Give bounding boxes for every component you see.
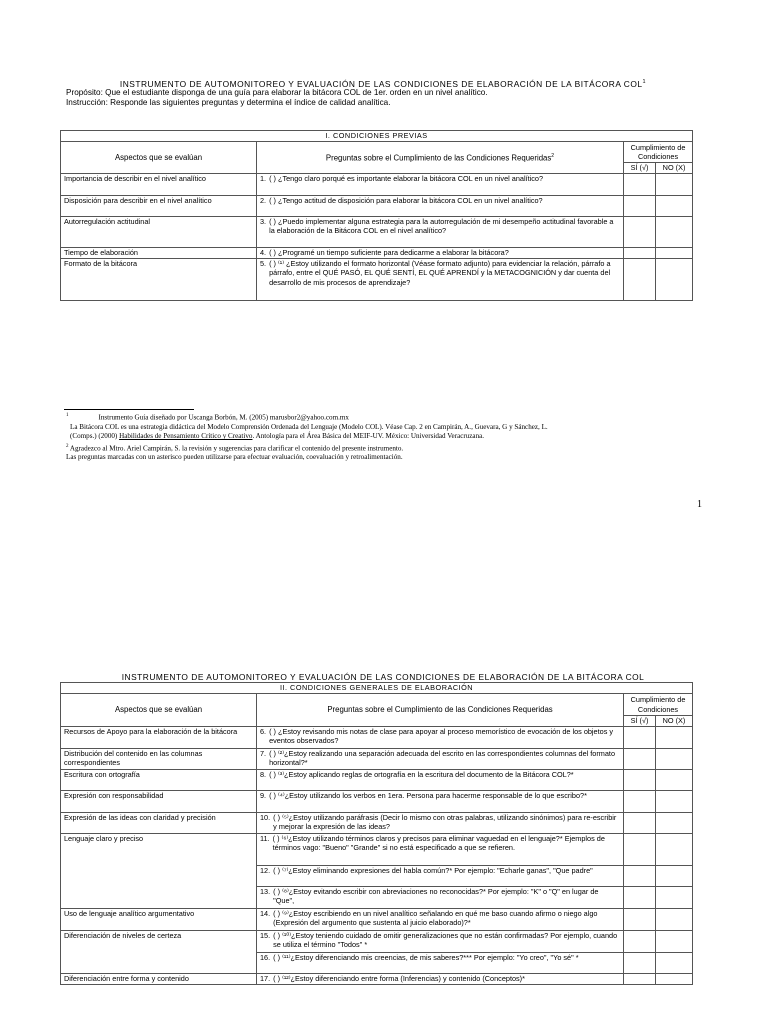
no-check-cell[interactable] [656, 909, 693, 931]
aspect-cell: Autorregulación actitudinal [61, 217, 257, 248]
footnotes [66, 411, 706, 463]
no-check-cell[interactable] [656, 259, 693, 301]
no-check-cell[interactable] [656, 727, 693, 749]
table-row [61, 791, 693, 813]
yes-check-cell[interactable] [624, 749, 656, 770]
aspect-cell: Diferenciación entre forma y contenido [61, 974, 257, 985]
no-check-cell[interactable] [656, 931, 693, 953]
questions-header: Preguntas sobre el Cumplimiento de las Condiciones Requeridas$^2$ [257, 142, 624, 174]
question-cell: 11. ( ) ⁽⁶⁾¿Estoy utilizando términos claros y precisos para eliminar vaguedad en el lenguaje?* Ejemplos de términos vago: "Bueno" "Grande" si no está especificado a que se refieren. [257, 834, 624, 866]
aspect-cell: Recursos de Apoyo para la elaboración de la bitácora [61, 727, 257, 749]
table-row [61, 217, 693, 248]
no-check-cell[interactable] [656, 770, 693, 791]
aspects-header: Aspectos que se evalúan [61, 142, 257, 174]
aspect-cell: Expresión de las ideas con claridad y precisión [61, 813, 257, 834]
compliance-header: Cumplimiento de Condiciones [624, 142, 693, 163]
question-cell: 13. ( ) ⁽⁸⁾¿Estoy evitando escribir con abreviaciones no reconocidas?* Por ejemplo: "K" o "Q" en lugar de "Que", [257, 887, 624, 909]
table-row [61, 813, 693, 834]
yes-check-cell[interactable] [624, 791, 656, 813]
aspect-cell: Disposición para describir en el nivel analítico [61, 196, 257, 217]
aspect-cell: Lenguaje claro y preciso [61, 834, 257, 909]
yes-check-cell[interactable] [624, 974, 656, 985]
questions-header: Preguntas sobre el Cumplimiento de las Condiciones Requeridas [257, 694, 624, 727]
table-row [61, 174, 693, 196]
aspect-cell: Diferenciación de niveles de certeza [61, 931, 257, 974]
question-cell: 10. ( ) ⁽⁵⁾¿Estoy utilizando paráfrasis (Decir lo mismo con otras palabras, utilizando sinónimos) para re-escribir y mejorar la expresión de las ideas? [257, 813, 624, 834]
question-cell: 7. ( ) ⁽²⁾¿Estoy realizando una separación adecuada del escrito en las correspondientes columnas del formato horizontal?* [257, 749, 624, 770]
book-title: Habilidades de Pensamiento Crítico y Creativo [119, 432, 253, 441]
aspects-header: Aspectos que se evalúan [61, 694, 257, 727]
table-row [61, 931, 693, 953]
compliance-header: Cumplimiento de Condiciones [624, 694, 693, 716]
question-cell: 3. ( ) ¿Puedo implementar alguna estrategia para la autorregulación de mi desempeño actitudinal favorable a la elaboración de la Bitácora COL en el nivel analítico? [257, 217, 624, 248]
aspect-cell: Escritura con ortografía [61, 770, 257, 791]
footnote-divider [64, 409, 194, 410]
yes-check-cell[interactable] [624, 727, 656, 749]
question-cell: 8. ( ) ⁽³⁾¿Estoy aplicando reglas de ortografía en la escritura del documento de la Bitácora COL?* [257, 770, 624, 791]
question-cell: 17. ( ) ⁽¹²⁾¿Estoy diferenciando entre forma (Inferencias) y contenido (Conceptos)* [257, 974, 624, 985]
table-row [61, 196, 693, 217]
no-check-cell[interactable] [656, 196, 693, 217]
yes-check-cell[interactable] [624, 931, 656, 953]
question-cell: 5. ( ) ⁽¹⁾ ¿Estoy utilizando el formato horizontal (Véase formato adjunto) para evidenciar la relación, párrafo a párrafo, entre el QUÉ PASÓ, EL QUÉ SENTÍ, EL QUÉ APRENDÍ y la METACOGNICIÓN y dar cuenta del desarrollo de mis procesos de aprendizaje? [257, 259, 624, 301]
table-row [61, 727, 693, 749]
no-check-cell[interactable] [656, 174, 693, 196]
no-check-cell[interactable] [656, 217, 693, 248]
yes-check-cell[interactable] [624, 866, 656, 887]
question-cell: 12. ( ) ⁽⁷⁾¿Estoy eliminando expresiones del habla común?* Por ejemplo: "Echarle ganas", "Que padre" [257, 866, 624, 887]
yes-check-cell[interactable] [624, 770, 656, 791]
no-check-cell[interactable] [656, 813, 693, 834]
no-check-cell[interactable] [656, 248, 693, 259]
yes-check-cell[interactable] [624, 196, 656, 217]
question-cell: 1. ( ) ¿Tengo claro porqué es importante elaborar la bitácora COL en un nivel analítico? [257, 174, 624, 196]
question-cell: 4. ( ) ¿Programé un tiempo suficiente para dedicarme a elaborar la bitácora? [257, 248, 624, 259]
question-cell: 6. ( ) ¿Estoy revisando mis notas de clase para apoyar al proceso memorístico de evocación de los objetos y eventos observados? [257, 727, 624, 749]
yes-check-cell[interactable] [624, 887, 656, 909]
no-header: NO (X) [656, 716, 693, 727]
yes-check-cell[interactable] [624, 834, 656, 866]
question-cell: 14. ( ) ⁽⁹⁾¿Estoy escribiendo en un nivel analítico señalando en qué me baso cuando afirmo o niego algo (Expresión del argumento que sustenta al juicio elaborado)?* [257, 909, 624, 931]
conditions-table-2 [60, 682, 693, 985]
table-row [61, 259, 693, 301]
aspect-cell: Formato de la bitácora [61, 259, 257, 301]
question-cell: 15. ( ) ⁽¹⁰⁾¿Estoy teniendo cuidado de omitir generalizaciones que no están confirmadas? Por ejemplo, cuando se utiliza el término "Todos" * [257, 931, 624, 953]
footnote-2: $^2$ Agradezco al Mtro. Ariel Campirán, S. la revisión y sugerencias para clarificar el contenido del presente instrumento. [66, 443, 404, 452]
question-cell: 2. ( ) ¿Tengo actitud de disposición para elaborar la bitácora COL en un nivel analítico? [257, 196, 624, 217]
document-title: INSTRUMENTO DE AUTOMONITOREO Y EVALUACIÓN DE LAS CONDICIONES DE ELABORACIÓN DE LA BITÁCORA COL$^1$ [119, 79, 647, 89]
table-row [61, 770, 693, 791]
purpose-text: Propósito: Que el estudiante disponga de una guía para elaborar la bitácora COL de 1er. orden en un nivel analítico. [66, 88, 488, 97]
conditions-table-1 [60, 130, 693, 301]
aspect-cell: Uso de lenguaje analítico argumentativo [61, 909, 257, 931]
instruction-text: Instrucción: Responde las siguientes preguntas y determina el índice de calidad analítica. [66, 98, 391, 107]
yes-check-cell[interactable] [624, 259, 656, 301]
yes-check-cell[interactable] [624, 174, 656, 196]
footnote-2-line-2: Las preguntas marcadas con un asterisco pueden utilizarse para efectuar evaluación, coevaluación y retroalimentación. [66, 453, 403, 462]
no-check-cell[interactable] [656, 953, 693, 974]
no-check-cell[interactable] [656, 866, 693, 887]
document-title: INSTRUMENTO DE AUTOMONITOREO Y EVALUACIÓN DE LAS CONDICIONES DE ELABORACIÓN DE LA BITÁCORA COL [121, 672, 645, 682]
section-title: II. CONDICIONES GENERALES DE ELABORACIÓN [61, 683, 693, 694]
aspect-cell: Importancia de describir en el nivel analítico [61, 174, 257, 196]
footnote-1-line-2: La Bitácora COL es una estrategia didáctica del Modelo Comprensión Ordenada del Lenguaje (Modelo COL). Véase Cap. 2 en Campirán, A., Guevara, G y Sánchez, L. [70, 422, 548, 431]
table-row [61, 909, 693, 931]
table-row [61, 749, 693, 770]
no-check-cell[interactable] [656, 749, 693, 770]
footnote-1: $^1$ Instrumento Guía diseñado por Uscanga Borbón, M. (2005) marusbor2@yahoo.com.mx [66, 413, 349, 422]
aspect-cell: Tiempo de elaboración [61, 248, 257, 259]
yes-check-cell[interactable] [624, 909, 656, 931]
yes-check-cell[interactable] [624, 953, 656, 974]
aspect-cell: Distribución del contenido en las columnas correspondientes [61, 749, 257, 770]
question-cell: 9. ( ) ⁽⁴⁾¿Estoy utilizando los verbos en 1era. Persona para hacerme responsable de lo que escribo?* [257, 791, 624, 813]
no-check-cell[interactable] [656, 887, 693, 909]
page-number: 1 [697, 499, 702, 510]
yes-check-cell[interactable] [624, 248, 656, 259]
yes-check-cell[interactable] [624, 813, 656, 834]
yes-header: SÍ (√) [624, 163, 656, 174]
no-check-cell[interactable] [656, 974, 693, 985]
table-row [61, 248, 693, 259]
table-row [61, 974, 693, 985]
no-header: NO (X) [656, 163, 693, 174]
no-check-cell[interactable] [656, 791, 693, 813]
aspect-cell: Expresión con responsabilidad [61, 791, 257, 813]
yes-check-cell[interactable] [624, 217, 656, 248]
question-cell: 16. ( ) ⁽¹¹⁾¿Estoy diferenciando mis creencias, de mis saberes?*** Por ejemplo: "Yo creo", "Yo sé" * [257, 953, 624, 974]
page-2 [0, 520, 768, 1024]
footnote-1-line-3: (Comps.) (2000) Habilidades de Pensamiento Crítico y Creativo. Antología para el Área Básica del MEIF-UV. México: Universidad Veracruzana. [70, 432, 485, 441]
table-row [61, 834, 693, 866]
no-check-cell[interactable] [656, 834, 693, 866]
section-title: I. CONDICIONES PREVIAS [61, 131, 693, 142]
yes-header: SÍ (√) [624, 716, 656, 727]
